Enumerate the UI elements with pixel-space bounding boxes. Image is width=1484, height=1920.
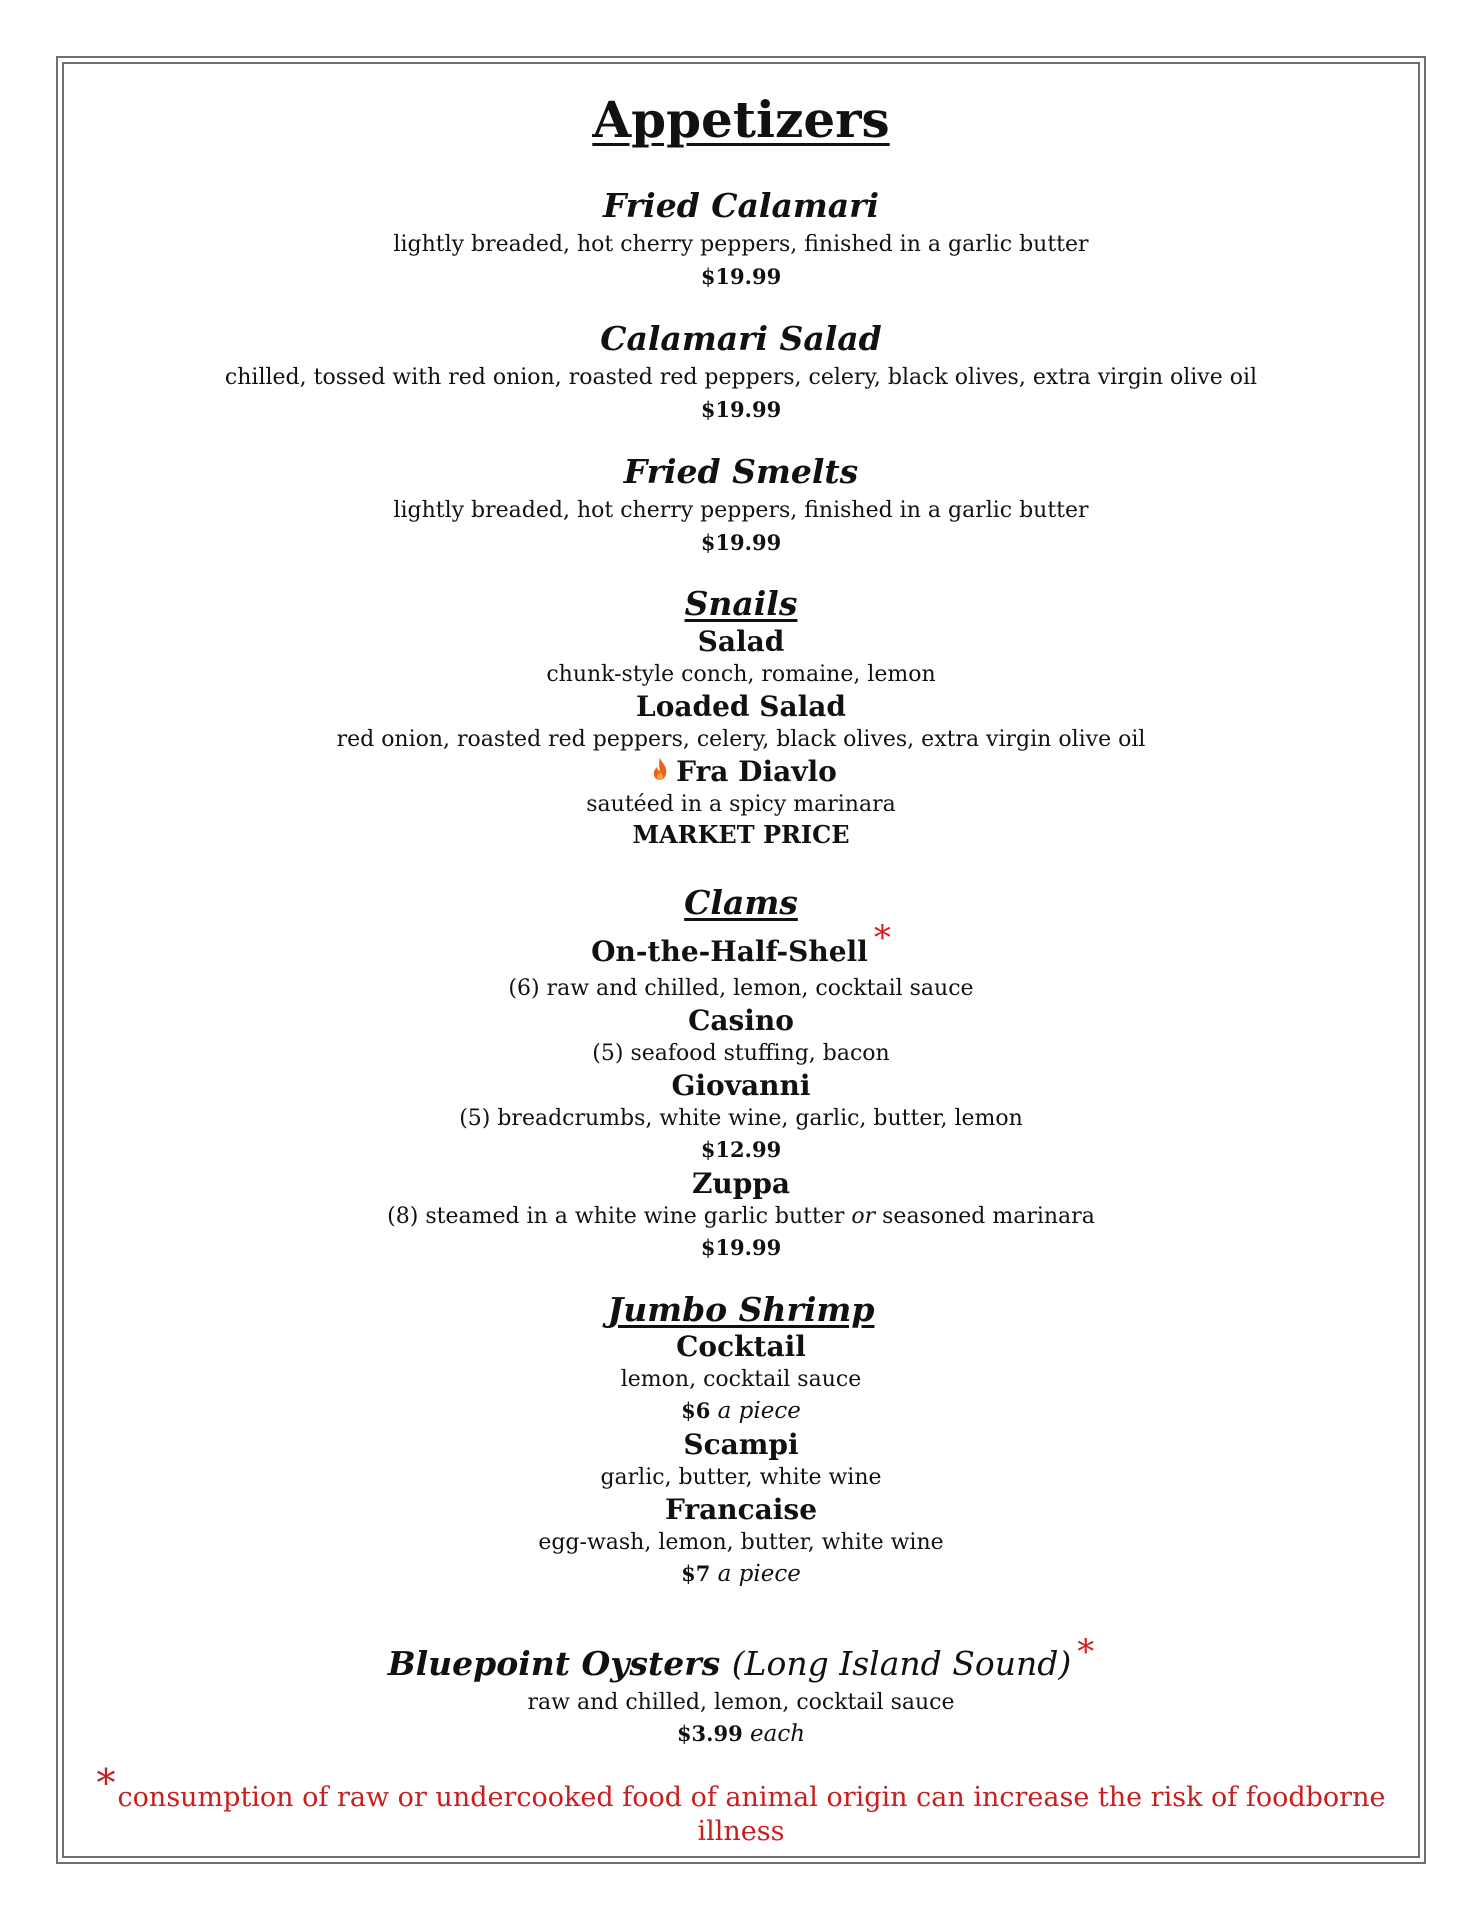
calamari-salad-description: chilled, tossed with red onion, roasted red peppers, celery, black olives, extra virgin olive oil — [224, 365, 1258, 390]
raw-warning-asterisk: * — [1077, 1632, 1095, 1672]
calamari-salad-title: Calamari Salad — [600, 319, 882, 358]
calamari-salad-price: $19.99 — [700, 397, 782, 422]
shrimp-section-title: Jumbo Shrimp — [607, 1290, 875, 1329]
clams-half-shell-description: (6) raw and chilled, lemon, cocktail sauce — [508, 976, 974, 1001]
shrimp-francaise-price — [64, 1559, 1418, 1589]
shrimp-francaise-unit: a piece — [717, 1561, 801, 1587]
snails-loaded-salad-title: Loaded Salad — [636, 690, 846, 723]
shrimp-cocktail-price — [64, 1396, 1418, 1426]
clams-zuppa-price: $19.99 — [700, 1235, 782, 1260]
snails-section-title: Snails — [684, 584, 798, 623]
zuppa-description-part1: (8) steamed in a white wine garlic butter — [387, 1204, 852, 1229]
oysters-price — [64, 1719, 1418, 1749]
snails-fra-diavlo-title — [64, 755, 1418, 789]
fried-calamari-title: Fried Calamari — [602, 186, 880, 225]
clams-giovanni-description: (5) breadcrumbs, white wine, garlic, butter, lemon — [459, 1106, 1023, 1131]
oysters-origin: (Long Island Sound) — [731, 1644, 1072, 1683]
oysters-title — [64, 1632, 1418, 1684]
shrimp-cocktail-description: lemon, cocktail sauce — [620, 1367, 862, 1392]
fried-calamari-description: lightly breaded, hot cherry peppers, finished in a garlic butter — [393, 232, 1089, 257]
oysters-unit: each — [750, 1721, 806, 1747]
shrimp-francaise-title: Francaise — [664, 1493, 818, 1526]
shrimp-scampi-title: Scampi — [683, 1428, 799, 1461]
oysters-amount: $3.99 — [676, 1721, 743, 1746]
clams-section-title: Clams — [684, 883, 798, 922]
shrimp-cocktail-amount: $6 — [681, 1398, 711, 1423]
fried-smelts-price: $19.99 — [700, 530, 782, 555]
snails-salad-title: Salad — [697, 625, 785, 658]
zuppa-description-part2: seasoned marinara — [875, 1204, 1095, 1229]
snails-market-price: MARKET PRICE — [632, 820, 850, 849]
fried-smelts-description: lightly breaded, hot cherry peppers, finished in a garlic butter — [393, 498, 1089, 523]
footnote-text: consumption of raw or undercooked food of animal origin can increase the risk of foodborne illness — [117, 1782, 1386, 1847]
fra-diavlo-label: Fra Diavlo — [676, 755, 837, 788]
fried-smelts-title: Fried Smelts — [623, 452, 859, 491]
oysters-description: raw and chilled, lemon, cocktail sauce — [527, 1690, 955, 1715]
clams-zuppa-description — [64, 1202, 1418, 1232]
clams-giovanni-title: Giovanni — [671, 1069, 811, 1102]
clams-giovanni-price: $12.99 — [700, 1137, 782, 1162]
oysters-label: Bluepoint Oysters — [387, 1644, 721, 1683]
clams-half-shell-title — [64, 918, 1418, 969]
snails-fra-diavlo-description: sautéed in a spicy marinara — [586, 792, 896, 817]
shrimp-scampi-description: garlic, butter, white wine — [600, 1465, 882, 1490]
snails-loaded-salad-description: red onion, roasted red peppers, celery, black olives, extra virgin olive oil — [336, 727, 1146, 752]
shrimp-cocktail-unit: a piece — [717, 1398, 801, 1424]
footnote-asterisk: * — [96, 1761, 116, 1805]
clams-casino-description: (5) seafood stuffing, bacon — [592, 1041, 890, 1066]
fried-calamari-price: $19.99 — [700, 264, 782, 289]
fire-icon — [645, 755, 675, 785]
clams-zuppa-title: Zuppa — [691, 1167, 791, 1200]
clams-casino-title: Casino — [688, 1004, 794, 1037]
shrimp-cocktail-title: Cocktail — [676, 1330, 806, 1363]
page-title: Appetizers — [592, 90, 890, 149]
raw-food-warning — [64, 1761, 1418, 1849]
zuppa-description-or: or — [851, 1204, 876, 1229]
shrimp-francaise-amount: $7 — [681, 1561, 711, 1586]
shrimp-francaise-description: egg-wash, lemon, butter, white wine — [538, 1530, 944, 1555]
raw-warning-asterisk: * — [873, 918, 891, 958]
snails-salad-description: chunk-style conch, romaine, lemon — [546, 662, 936, 687]
half-shell-label: On-the-Half-Shell — [591, 935, 868, 968]
